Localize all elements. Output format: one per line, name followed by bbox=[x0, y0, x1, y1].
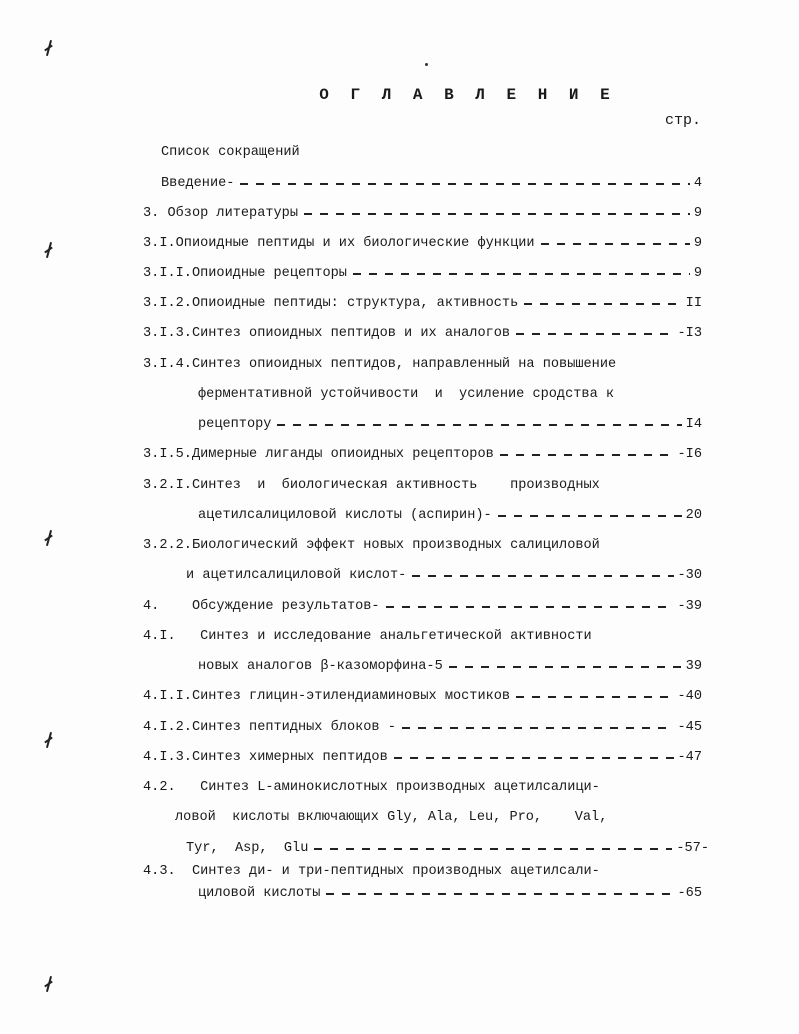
dot-leader bbox=[500, 454, 674, 456]
dot-leader bbox=[304, 213, 690, 215]
toc-entry bbox=[198, 412, 702, 432]
toc-entry-text: 3.2.2.Биологический эффект новых производных салициловой bbox=[143, 538, 600, 553]
dot-leader bbox=[516, 333, 673, 335]
toc-entry-text: циловой кислоты bbox=[198, 886, 321, 901]
toc-entry bbox=[143, 231, 702, 251]
toc-entry-text: 3.I.2.Опиоидные пептиды: структура, активность bbox=[143, 296, 519, 311]
toc-entry-text: ферментативной устойчивости и усиление сродства к bbox=[198, 387, 615, 402]
toc-entry bbox=[143, 745, 702, 765]
toc-entry-text: 4. Обсуждение результатов- bbox=[143, 599, 380, 614]
toc-entry-text: 4.I. Синтез и исследование анальгетической активности bbox=[143, 629, 592, 644]
toc-entry-page: II bbox=[685, 296, 702, 311]
toc-entry-text: 3.I.5.Димерные лиганды опиоидных рецепторов bbox=[143, 447, 494, 462]
margin-mark-icon bbox=[44, 976, 54, 992]
toc-entry bbox=[175, 805, 607, 825]
dot-leader bbox=[498, 515, 682, 517]
dot-leader bbox=[516, 696, 673, 698]
toc-entry bbox=[143, 201, 702, 221]
dot-leader bbox=[314, 848, 672, 850]
toc-entry-page: 20 bbox=[685, 508, 702, 523]
toc-entry bbox=[198, 503, 702, 523]
toc-entry-text: 3.I.4.Синтез опиоидных пептидов, направленный на повышение bbox=[143, 357, 617, 372]
margin-mark-icon bbox=[44, 530, 54, 546]
toc-entry-text: Tyr, Asp, Glu bbox=[186, 841, 309, 856]
toc-entry bbox=[143, 261, 702, 281]
toc-entry-text: 4.2. Синтез L-аминокислотных производных ацетилсалици- bbox=[143, 780, 600, 795]
dot-leader bbox=[541, 243, 690, 245]
toc-entry bbox=[198, 881, 702, 901]
toc-entry-text: 4.I.3.Синтез химерных пептидов bbox=[143, 750, 388, 765]
page-column-label: стр. bbox=[664, 112, 701, 129]
toc-entry bbox=[198, 654, 702, 674]
margin-mark-icon bbox=[44, 732, 54, 748]
dot-leader bbox=[449, 666, 682, 668]
speck bbox=[425, 63, 428, 66]
toc-entry-text: 3.I.I.Опиоидные рецепторы bbox=[143, 266, 347, 281]
toc-entry-page: -47 bbox=[677, 750, 702, 765]
toc-entry-page: I4 bbox=[685, 417, 702, 432]
dot-leader bbox=[277, 424, 681, 426]
dot-leader bbox=[524, 303, 681, 305]
toc-entry bbox=[161, 140, 300, 160]
toc-entry bbox=[143, 321, 702, 341]
toc-entry bbox=[186, 836, 709, 856]
toc-entry-page: 9 bbox=[693, 206, 702, 221]
margin-mark-icon bbox=[44, 40, 54, 56]
dot-leader bbox=[240, 183, 689, 185]
toc-entry-text: 4.I.I.Синтез глицин-этилендиаминовых мостиков bbox=[143, 689, 511, 704]
toc-entry-text: ловой кислоты включающих Gly, Ala, Leu, Pro, Val, bbox=[175, 810, 608, 825]
toc-entry-page: -I6 bbox=[677, 447, 702, 462]
toc-entry bbox=[143, 442, 702, 462]
toc-entry-page: -45 bbox=[677, 720, 702, 735]
toc-entry bbox=[143, 533, 600, 553]
toc-entry-text: и ацетилсалициловой кислот- bbox=[186, 568, 407, 583]
toc-entry-text: Список сокращений bbox=[161, 145, 300, 160]
toc-entry bbox=[198, 382, 614, 402]
toc-entry-text: новых аналогов β-казоморфина-5 bbox=[198, 659, 443, 674]
toc-entry-page: 39 bbox=[685, 659, 702, 674]
toc-entry bbox=[143, 624, 592, 644]
toc-entry-text: рецептору bbox=[198, 417, 272, 432]
toc-entry-text: 4.I.2.Синтез пептидных блоков - bbox=[143, 720, 396, 735]
toc-entry-page: -65 bbox=[677, 886, 702, 901]
toc-entry-text: 3. Обзор литературы bbox=[143, 206, 298, 221]
toc-entry bbox=[143, 859, 600, 879]
toc-entry bbox=[161, 171, 702, 191]
toc-entry-text: 3.I.Опиоидные пептиды и их биологические функции bbox=[143, 236, 535, 251]
toc-entry-text: 4.3. Синтез ди- и три-пептидных производных ацетилсали- bbox=[143, 864, 600, 879]
toc-entry-page: -I3 bbox=[677, 326, 702, 341]
toc-entry-page: 4 bbox=[693, 176, 702, 191]
toc-entry-page: -57- bbox=[676, 841, 709, 856]
toc-entry bbox=[143, 715, 702, 735]
toc-entry bbox=[143, 291, 702, 311]
dot-leader bbox=[326, 893, 673, 895]
toc-entry-text: 3.2.I.Синтез и биологическая активность производных bbox=[143, 478, 600, 493]
toc-entry-page: 9 bbox=[693, 266, 702, 281]
toc-entry-page: -40 bbox=[677, 689, 702, 704]
toc-entry-page: -30 bbox=[677, 568, 702, 583]
toc-entry bbox=[186, 563, 702, 583]
dot-leader bbox=[412, 575, 673, 577]
toc-entry bbox=[143, 473, 600, 493]
toc-entry-page: -39 bbox=[677, 599, 702, 614]
toc-entry-page: 9 bbox=[693, 236, 702, 251]
toc-entry bbox=[143, 594, 702, 614]
dot-leader bbox=[353, 273, 690, 275]
dot-leader bbox=[386, 606, 674, 608]
toc-entry-text: ацетилсалициловой кислоты (аспирин)- bbox=[198, 508, 492, 523]
page-title: О Г Л А В Л Е Н И Е bbox=[319, 86, 616, 104]
toc-entry bbox=[143, 352, 616, 372]
dot-leader bbox=[394, 757, 674, 759]
toc-entry bbox=[143, 775, 600, 795]
toc-entry bbox=[143, 684, 702, 704]
margin-mark-icon bbox=[44, 242, 54, 258]
toc-entry-text: Введение- bbox=[161, 176, 235, 191]
toc-entry-text: 3.I.3.Синтез опиоидных пептидов и их аналогов bbox=[143, 326, 511, 341]
dot-leader bbox=[402, 727, 674, 729]
